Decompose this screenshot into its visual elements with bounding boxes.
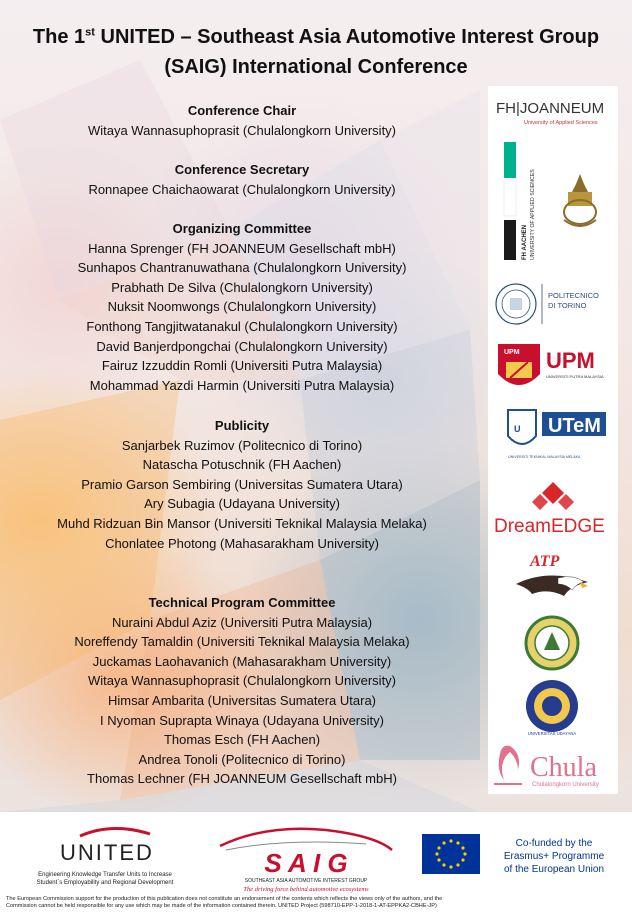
svg-text:Chula: Chula [530, 752, 597, 783]
member: Hanna Sprenger (FH JOANNEUM Gesellschaft mbH) [88, 240, 396, 256]
section-conference-secretary [0, 160, 484, 199]
partner-logos-column [488, 86, 618, 794]
member: Thomas Lechner (FH JOANNEUM Gesellschaft mbH) [87, 771, 397, 787]
member: Chonlatee Photong (Mahasarakham University) [105, 535, 379, 551]
svg-text:Engineering Knowledge Transfer: Engineering Knowledge Transfer Units to Increase [38, 872, 172, 878]
member: I Nyoman Suprapta Winaya (Udayana University) [100, 712, 384, 728]
section-heading: Technical Program Committee [148, 595, 336, 610]
svg-text:Erasmus+ Programme: Erasmus+ Programme [503, 851, 605, 862]
member: Sunhapos Chantranuwathana (Chulalongkorn University) [77, 260, 407, 276]
svg-text:FH AACHEN: FH AACHEN [522, 224, 528, 260]
member: Mohammad Yazdi Harmin (Universiti Putra Malaysia) [89, 377, 395, 393]
svg-text:University of Applied Sciences: University of Applied Sciences [524, 120, 598, 126]
university-seal-logo [488, 614, 618, 672]
svg-text:UNITED: UNITED [60, 840, 154, 865]
upm-logo [488, 340, 618, 398]
eu-disclaimer [6, 896, 628, 910]
svg-text:UTeM: UTeM [548, 415, 601, 437]
section-heading: Organizing Committee [172, 221, 312, 236]
member: Himsar Ambarita (Universitas Sumatera Utara) [107, 692, 377, 708]
svg-text:The driving force behind autom: The driving force behind automotive ecosystems [243, 886, 369, 893]
svg-text:DI TORINO: DI TORINO [548, 301, 587, 310]
united-logo [20, 820, 190, 898]
svg-text:SOUTHEAST ASIA AUTOMOTIVE INTE: SOUTHEAST ASIA AUTOMOTIVE INTEREST GROUP [244, 878, 368, 884]
atp-logo [488, 548, 618, 606]
section-technical-program-committee [0, 593, 484, 789]
member: Juckamas Laohavanich (Mahasarakham University) [92, 653, 392, 669]
polito-logo [488, 276, 618, 332]
fh-joanneum-logo [488, 94, 618, 128]
mahasarakham-emblem [564, 174, 596, 226]
title-line-2: (SAIG) International Conference [164, 56, 468, 78]
member: Nuraini Abdul Aziz (Universiti Putra Malaysia) [111, 614, 373, 630]
member: Pramio Garson Sembiring (Universitas Sumatera Utara) [81, 476, 403, 492]
section-conference-chair [0, 101, 484, 140]
disclaimer-line-1: The European Commission support for the production of this publication does not constitute an endorsement of the contents which reflects the views only of the authors, and the [6, 896, 443, 902]
utem-logo [488, 406, 618, 466]
svg-text:FH|JOANNEUM: FH|JOANNEUM [496, 100, 605, 117]
section-publicity [0, 416, 484, 553]
svg-text:UPM: UPM [546, 348, 595, 373]
svg-text:U: U [514, 424, 521, 434]
chula-logo [488, 740, 618, 792]
svg-text:Co-funded by the: Co-funded by the [515, 838, 593, 849]
member: Ronnapee Chaichaowarat (Chulalongkorn University) [88, 181, 396, 197]
member: Witaya Wannasuphoprasit (Chulalongkorn University) [87, 673, 397, 689]
member: Sanjarbek Ruzimov (Politecnico di Torino) [121, 437, 363, 453]
svg-text:Student´s Employability and Re: Student´s Employability and Regional Development [36, 880, 174, 886]
svg-text:S A I G: S A I G [264, 848, 348, 878]
disclaimer-line-2: Commission cannot be held responsible for any use which may be made of the information contained therein. UNITED Project (598710-EPP-1-2018-1-AT-EPPKA2-CBHE-JP) [6, 903, 437, 909]
section-heading: Conference Chair [187, 103, 297, 118]
section-heading: Publicity [214, 418, 270, 433]
member: Nuksit Noomwongs (Chulalongkorn University) [107, 299, 377, 315]
svg-text:POLITECNICO: POLITECNICO [548, 291, 599, 300]
member: Witaya Wannasuphoprasit (Chulalongkorn University) [87, 122, 397, 138]
svg-text:Chulalongkorn University: Chulalongkorn University [532, 782, 599, 788]
conference-title [0, 22, 632, 82]
section-heading: Conference Secretary [174, 162, 310, 177]
svg-text:UNIVERSITY OF APPLIED SCIENCES: UNIVERSITY OF APPLIED SCIENCES [530, 169, 536, 260]
member: Noreffendy Tamaldin (Universiti Teknikal Malaysia Melaka) [74, 634, 410, 650]
dreamedge-logo [488, 478, 618, 540]
member: David Banjerdpongchai (Chulalongkorn University) [96, 338, 388, 354]
member: Ary Subagia (Udayana University) [144, 496, 340, 512]
member: Fonthong Tangjitwatanakul (Chulalongkorn University) [86, 318, 398, 334]
udayana-logo [488, 678, 618, 738]
svg-text:UPM: UPM [504, 349, 520, 356]
title-line-1: The 1st UNITED – Southeast Asia Automotive Interest Group [32, 26, 600, 48]
svg-text:DreamEDGE: DreamEDGE [494, 516, 605, 537]
saig-logo [206, 820, 406, 898]
fh-aachen-logo [488, 140, 618, 268]
member: Fairuz Izzuddin Romli (Universiti Putra Malaysia) [101, 358, 383, 374]
svg-text:of the European Union: of the European Union [503, 864, 605, 875]
svg-text:UNIVERSITI PUTRA MALAYSIA: UNIVERSITI PUTRA MALAYSIA [546, 374, 604, 379]
svg-text:ATP: ATP [530, 553, 560, 570]
svg-text:UNIVERSITI TEKNIKAL MALAYSIA M: UNIVERSITI TEKNIKAL MALAYSIA MELAKA [508, 455, 581, 459]
member: Prabhath De Silva (Chulalongkorn University) [111, 279, 373, 295]
member: Natascha Potuschnik (FH Aachen) [142, 457, 342, 473]
member: Muhd Ridzuan Bin Mansor (Universiti Teknikal Malaysia Melaka) [57, 515, 427, 531]
section-organizing-committee [0, 219, 484, 395]
erasmus-cofunded-logo [420, 832, 630, 882]
member: Thomas Esch (FH Aachen) [163, 732, 321, 748]
member: Andrea Tonoli (Politecnico di Torino) [138, 751, 346, 767]
svg-text:UNIVERSITAS UDAYANA: UNIVERSITAS UDAYANA [527, 731, 577, 736]
